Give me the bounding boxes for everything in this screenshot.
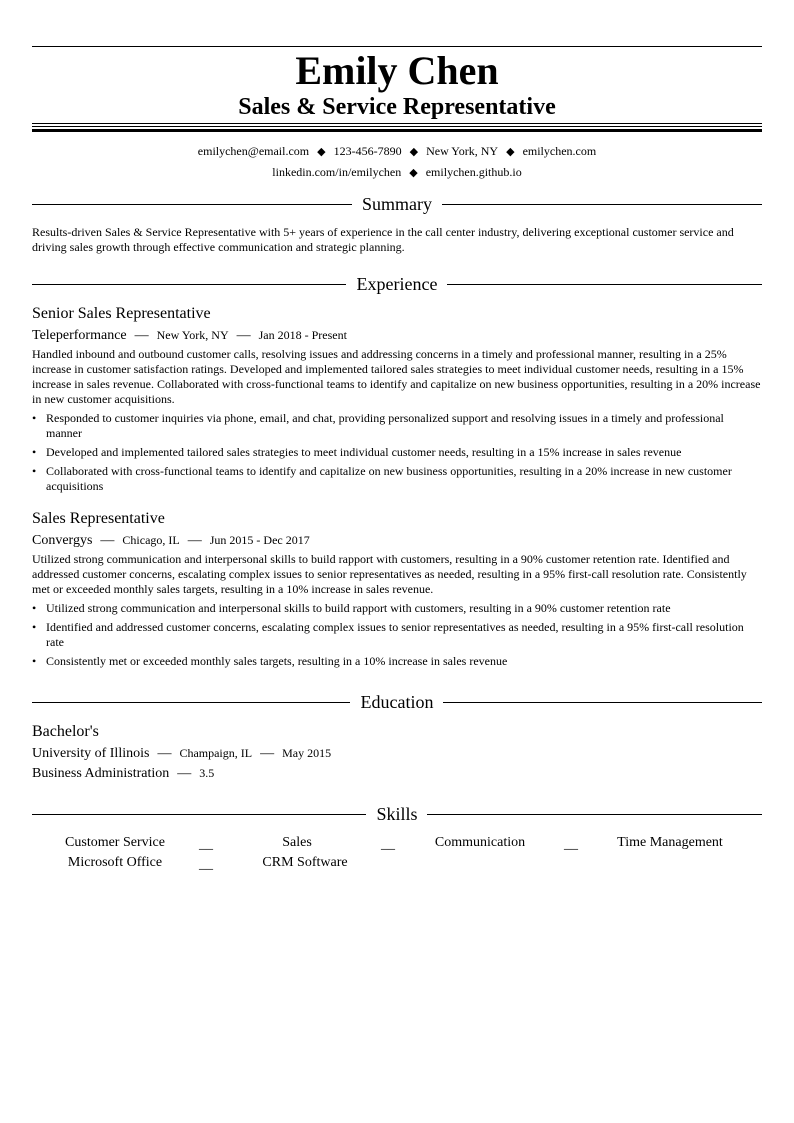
skill-separator: __	[564, 837, 578, 852]
contact-email[interactable]: emilychen@email.com	[197, 144, 310, 158]
job-description: Handled inbound and outbound customer calls, resolving issues and addressing concerns in a timely and professional manner, resulting in a 25% increase in customer satisfaction ratings. Developed and implemented tailored sales strategies to meet individual customer needs, resulting in a 15% increase in sales revenue. Collaborated with cross-functional teams to identify and capitalize on new business opportunities, resulting in a 20% increase in new customer acquisitions.	[32, 347, 761, 406]
job-company: Convergys	[32, 533, 93, 548]
bullet-icon: •	[32, 411, 37, 425]
list-item	[32, 620, 762, 650]
job-role: Sales Representative	[32, 510, 165, 527]
job-description: Utilized strong communication and interpersonal skills to build rapport with customers, resulting in a 90% customer retention rate. Identified and addressed customer concerns, escalating complex issues to senior representatives as needed, resulting in a 95% first-call resolution rate. Consistently met or exceeded monthly sales targets, resulting in a 10% increase in sales revenue.	[32, 552, 747, 596]
bullet-icon: •	[32, 445, 37, 459]
header-top-rule	[32, 46, 762, 47]
skill-item: CRM Software	[262, 855, 348, 870]
job-meta	[32, 531, 310, 550]
skill-separator: __	[199, 857, 213, 872]
diamond-separator-icon: ◆	[409, 167, 418, 179]
contact-line-1	[32, 143, 762, 160]
bullet-text: Collaborated with cross-functional teams to identify and capitalize on new business opportunities, resulting in a 20% increase in new customer acquisitions	[46, 464, 732, 493]
education-date: May 2015	[282, 746, 332, 760]
list-item	[32, 445, 762, 460]
section-title-summary: Summary	[362, 194, 432, 214]
job-location: New York, NY	[156, 328, 229, 342]
bullet-icon: •	[32, 601, 37, 615]
candidate-name: Emily Chen	[295, 48, 499, 93]
contact-github[interactable]: emilychen.github.io	[425, 165, 522, 179]
dash-separator: —	[100, 533, 115, 548]
section-title-skills: Skills	[376, 804, 418, 824]
job-bullet-list	[32, 601, 762, 673]
skill-separator: __	[199, 837, 213, 852]
section-title-education: Education	[360, 692, 434, 712]
header-rule-thin-1	[32, 123, 762, 124]
job-dates: Jan 2018 - Present	[258, 328, 347, 342]
job-role: Senior Sales Representative	[32, 305, 211, 322]
skill-item: Sales	[282, 835, 312, 850]
list-item	[32, 601, 762, 616]
section-heading-summary	[32, 193, 762, 217]
skills-row	[32, 834, 762, 854]
contact-phone[interactable]: 123-456-7890	[333, 144, 402, 158]
bullet-text: Responded to customer inquiries via phone, email, and chat, providing personalized support and resolving issues in a timely and professional manner	[46, 411, 724, 440]
dash-separator: —	[177, 766, 192, 781]
dash-separator: —	[260, 746, 275, 761]
diamond-separator-icon: ◆	[409, 146, 419, 158]
header-rule-thick	[32, 129, 762, 132]
education-major: Business Administration	[32, 766, 170, 781]
skills-row	[32, 854, 762, 874]
job-bullet-list	[32, 411, 762, 498]
education-location: Champaign, IL	[179, 746, 253, 760]
bullet-text: Utilized strong communication and interpersonal skills to build rapport with customers, resulting in a 90% customer retention rate	[46, 601, 671, 615]
bullet-text: Consistently met or exceeded monthly sales targets, resulting in a 10% increase in sales revenue	[46, 654, 508, 668]
section-heading-skills	[32, 803, 762, 827]
education-meta	[32, 744, 331, 763]
bullet-text: Identified and addressed customer concerns, escalating complex issues to senior representatives as needed, resulting in a 95% first-call resolution rate	[46, 620, 744, 649]
section-heading-education	[32, 691, 762, 715]
job-location: Chicago, IL	[122, 533, 180, 547]
section-title-experience: Experience	[356, 274, 438, 294]
skill-item: Time Management	[617, 835, 723, 850]
bullet-icon: •	[32, 464, 37, 478]
dash-separator: —	[187, 533, 202, 548]
summary-text: Results-driven Sales & Service Representative with 5+ years of experience in the call center industry, delivering exceptional customer service and driving sales growth through effective communication and strategic planning.	[32, 225, 734, 254]
skill-separator: __	[381, 837, 395, 852]
list-item	[32, 411, 762, 441]
header-rule-thin-2	[32, 126, 762, 127]
bullet-text: Developed and implemented tailored sales strategies to meet individual customer needs, resulting in a 15% increase in sales revenue	[46, 445, 682, 459]
bullet-icon: •	[32, 620, 37, 634]
diamond-separator-icon: ◆	[506, 146, 515, 158]
education-school: University of Illinois	[32, 746, 150, 761]
contact-website[interactable]: emilychen.com	[522, 144, 597, 158]
skill-item: Communication	[434, 835, 526, 850]
education-gpa: 3.5	[199, 766, 215, 780]
job-dates: Jun 2015 - Dec 2017	[209, 533, 310, 547]
education-major-line	[32, 764, 214, 783]
skill-item: Microsoft Office	[67, 855, 163, 870]
section-heading-experience	[32, 273, 762, 297]
job-company: Teleperformance	[32, 328, 127, 343]
skill-item: Customer Service	[65, 835, 165, 850]
job-meta	[32, 326, 347, 345]
list-item	[32, 654, 762, 669]
contact-location: New York, NY	[426, 144, 499, 158]
contact-line-2	[32, 164, 762, 181]
bullet-icon: •	[32, 654, 37, 668]
candidate-title: Sales & Service Representative	[238, 94, 556, 120]
dash-separator: —	[157, 746, 172, 761]
list-item	[32, 464, 762, 494]
dash-separator: —	[134, 328, 149, 343]
diamond-separator-icon: ◆	[317, 146, 326, 158]
education-degree: Bachelor's	[32, 723, 99, 740]
dash-separator: —	[236, 328, 251, 343]
contact-linkedin[interactable]: linkedin.com/in/emilychen	[272, 165, 402, 179]
